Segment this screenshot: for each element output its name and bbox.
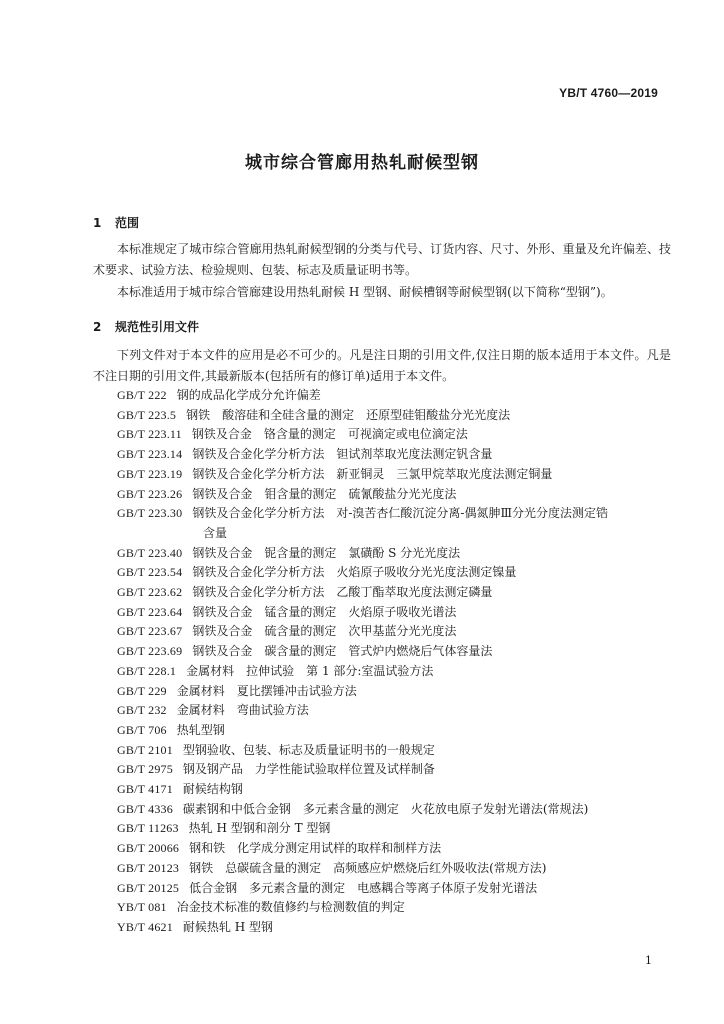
reference-code: GB/T 223.69 [117,644,183,659]
reference-title: 热轧 H 型钢和剖分 T 型钢 [188,821,331,836]
paragraph-scope-1: 本标准规定了城市综合管廊用热轧耐候型钢的分类与代号、订货内容、尺寸、外形、重量及允许偏差、技术要求、试验方法、检验规则、包装、标志及质量证明书等。 [93,242,671,277]
reference-code: GB/T 2101 [117,742,173,757]
reference-code: GB/T 223.5 [117,407,177,422]
reference-code: GB/T 706 [117,722,167,737]
reference-title: 金属材料 拉伸试验 第 1 部分:室温试验方法 [186,663,434,678]
reference-title: 耐候结构钢 [182,782,243,797]
reference-code: GB/T 223.40 [117,545,183,560]
reference-item [117,544,677,564]
reference-code: GB/T 228.1 [117,663,177,678]
reference-title: 钢铁及合金 钼含量的测定 硫氰酸盐分光光度法 [192,486,457,501]
reference-item [117,583,677,603]
reference-title: 钢铁及合金化学分析方法 对-溴苦杏仁酸沉淀分离-偶氮胂Ⅲ分光分度法测定锆 [192,506,609,521]
reference-item [117,465,677,485]
reference-item [117,622,677,642]
reference-title: 钢铁及合金 铬含量的测定 可视滴定或电位滴定法 [191,427,468,442]
reference-title: 钢铁及合金化学分析方法 乙酸丁酯萃取光度法测定磷量 [192,585,493,600]
reference-code: GB/T 223.67 [117,624,183,639]
reference-title: 钢和铁 化学成分测定用试样的取样和制样方法 [189,841,442,856]
reference-code: GB/T 20066 [117,841,180,856]
reference-item [117,859,677,879]
reference-item [117,839,677,859]
reference-item [117,563,677,583]
reference-item [117,918,677,938]
reference-item [117,445,677,465]
reference-title: 碳素钢和中低合金钢 多元素含量的测定 火花放电原子发射光谱法(常规法) [182,801,589,816]
section-heading-normative-references [93,318,199,335]
reference-item [117,701,677,721]
reference-item [117,425,677,445]
reference-code: GB/T 20123 [117,860,180,875]
reference-item [117,741,677,761]
paragraph-scope-2: 本标准适用于城市综合管廊建设用热轧耐候 H 型钢、耐候槽钢等耐候型钢(以下简称“型钢”)。 [117,285,613,299]
reference-item [117,780,677,800]
reference-code: GB/T 223.26 [117,486,183,501]
reference-code: GB/T 229 [117,683,167,698]
reference-code: GB/T 223.19 [117,466,183,481]
reference-code: YB/T 081 [117,900,167,915]
reference-title: 钢铁及合金 硫含量的测定 次甲基蓝分光光度法 [192,624,457,639]
page-number: 1 [645,954,652,967]
paragraph-references-intro: 下列文件对于本文件的应用是必不可少的。凡是注日期的引用文件,仅注日期的版本适用于本文件。凡是不注日期的引用文件,其最新版本(包括所有的修订单)适用于本文件。 [93,348,671,383]
reference-code: GB/T 223.30 [117,506,183,521]
reference-item [117,642,677,662]
reference-list [117,386,677,938]
document-title: 城市综合管廊用热轧耐候型钢 [245,153,479,173]
reference-title: 热轧型钢 [176,722,225,737]
reference-title: 钢铁及合金化学分析方法 钽试剂萃取光度法测定钒含量 [192,447,493,462]
reference-code: GB/T 223.14 [117,447,183,462]
reference-title: 钢的成品化学成分允许偏差 [176,388,321,402]
reference-code: GB/T 222 [117,388,167,402]
reference-title: 钢铁及合金 碳含量的测定 管式炉内燃烧后气体容量法 [192,644,493,659]
reference-title: 钢铁及合金 铌含量的测定 氯磺酚 S 分光光度法 [192,545,461,560]
reference-title: 型钢验收、包装、标志及质量证明书的一般规定 [182,742,435,757]
reference-title: 金属材料 弯曲试验方法 [176,703,309,718]
reference-item [117,682,677,702]
reference-title: 钢铁及合金化学分析方法 火焰原子吸收分光光度法测定镍量 [192,565,517,580]
reference-code: GB/T 4171 [117,782,173,797]
reference-code: GB/T 4336 [117,801,173,816]
reference-title: 金属材料 夏比摆锤冲击试验方法 [176,683,357,698]
reference-item [117,721,677,741]
reference-item [117,386,677,406]
reference-code: GB/T 223.11 [117,427,182,442]
reference-title: 钢铁 酸溶硅和全硅含量的测定 还原型硅钼酸盐分光光度法 [186,407,511,422]
reference-item [117,760,677,780]
reference-code: GB/T 20125 [117,880,180,895]
reference-title: 钢铁及合金化学分析方法 新亚铜灵 三氯甲烷萃取光度法测定铜量 [192,466,553,481]
reference-code: GB/T 232 [117,703,167,718]
reference-item [117,504,677,543]
reference-code: GB/T 223.54 [117,565,183,580]
standard-code: YB/T 4760—2019 [559,86,658,100]
reference-title-continued: 含量 [203,525,228,540]
reference-item [117,819,677,839]
reference-item [117,603,677,623]
reference-title: 钢及钢产品 力学性能试验取样位置及试样制备 [182,762,435,777]
reference-code: GB/T 11263 [117,821,179,836]
reference-code: GB/T 2975 [117,762,173,777]
reference-item [117,800,677,820]
reference-title: 冶金技术标准的数值修约与检测数值的判定 [176,900,405,915]
reference-title: 钢铁及合金 锰含量的测定 火焰原子吸收光谱法 [192,604,457,619]
section-title: 规范性引用文件 [115,320,200,334]
reference-code: GB/T 223.62 [117,585,183,600]
reference-item [117,879,677,899]
section-heading-scope [93,214,139,231]
reference-title: 钢铁 总碳硫含量的测定 高频感应炉燃烧后红外吸收法(常规方法) [189,860,547,875]
reference-title: 低合金钢 多元素含量的测定 电感耦合等离子体原子发射光谱法 [189,880,538,895]
reference-code: GB/T 223.64 [117,604,183,619]
reference-item [117,662,677,682]
reference-item [117,485,677,505]
reference-item [117,898,677,918]
reference-code: YB/T 4621 [117,919,173,934]
reference-item [117,406,677,426]
section-title: 范围 [115,216,140,230]
section-number: 1 [93,216,102,230]
section-number: 2 [93,320,102,334]
reference-title: 耐候热轧 H 型钢 [182,919,274,934]
